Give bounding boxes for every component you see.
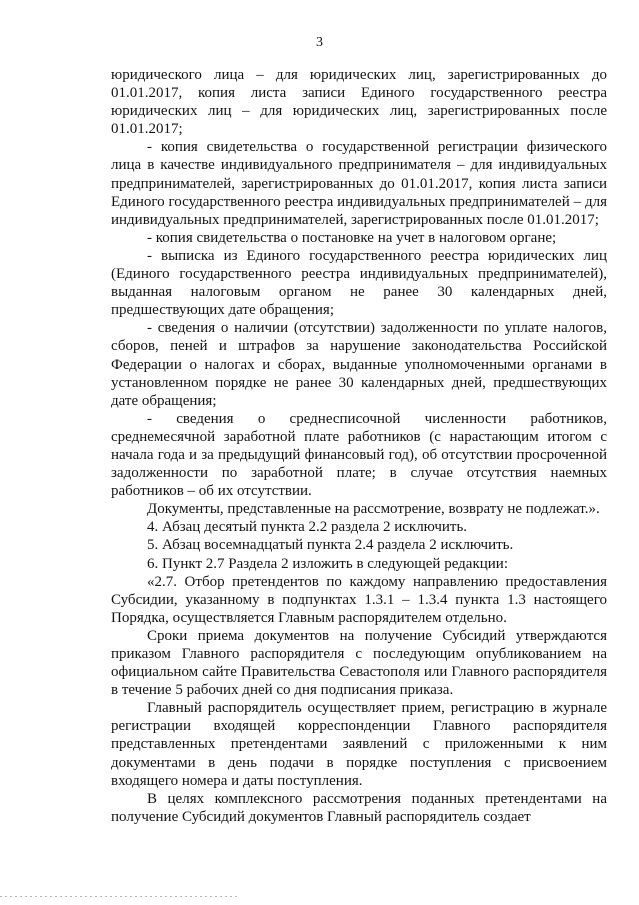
paragraph: Документы, представленные на рассмотрение, возврату не подлежат.». (147, 501, 600, 518)
paragraph: В целях комплексного рассмотрения поданных претендентами на получение Субсидий документов Главный распорядитель создает (111, 790, 607, 825)
paragraph: - сведения о среднесписочной численности работников, среднемесячной заработной плате работников (с нарастающим итогом с начала года и за предыдущий финансовый год), об отсутствии просроченной задолженности по заработной плате; в случае отсутствия наемных работников – об их отсутствии. (111, 410, 607, 500)
document-body (111, 66, 607, 826)
paragraph: Сроки приема документов на получение Субсидий утверждаются приказом Главного распорядителя с последующим опубликованием на официальном сайте Правительства Севастополя или Главного распорядителя в течение 5 рабочих дней со дня подписания приказа. (111, 627, 607, 699)
paragraph: Главный распорядитель осуществляет прием, регистрацию в журнале регистрации входящей корреспонденции Главного распорядителя представленных претендентами заявлений с приложенными к ним документами в день подачи в порядке поступления с присвоением входящего номера и даты поступления. (111, 700, 607, 789)
page-number: 3 (316, 35, 323, 50)
paragraph: - копия свидетельства о постановке на учет в налоговом органе; (147, 229, 557, 246)
paragraph: - копия свидетельства о государственной регистрации физического лица в качестве индивидуального предпринимателя – для индивидуальных предпринимателей, зарегистрированных до 01.01.2017, копия листа записи Единого государственного реестра индивидуальных предпринимателей – для индивидуальных предпринимателей, зарегистрированных после 01.01.2017; (111, 139, 607, 228)
paragraph: - выписка из Единого государственного реестра юридических лиц (Единого государственного реестра индивидуальных предпринимателей), выданная налоговым органом не ранее 30 календарных дней, предшествующих дате обращения; (111, 247, 607, 319)
paragraph: «2.7. Отбор претендентов по каждому направлению предоставления Субсидии, указанному в подпунктах 1.3.1 – 1.3.4 пункта 1.3 настоящего Порядка, осуществляется Главным распорядителем отдельно. (111, 573, 607, 626)
paragraph: 6. Пункт 2.7 Раздела 2 изложить в следующей редакции: (147, 555, 508, 572)
paragraph: 4. Абзац десятый пункта 2.2 раздела 2 исключить. (147, 519, 468, 536)
paragraph: юридического лица – для юридических лиц, зарегистрированных до 01.01.2017, копия листа записи Единого государственного реестра юридических лиц – для юридических лиц, зарегистрированных после 01.01.2017; (111, 67, 607, 138)
paragraph: - сведения о наличии (отсутствии) задолженности по уплате налогов, сборов, пеней и штрафов за нарушение законодательства Российской Федерации о налогах и сборах, выданные уполномоченными органами в установленном порядке не ранее 30 календарных дней, предшествующих дате обращения; (111, 320, 607, 409)
scan-edge-mark (0, 896, 240, 897)
paragraph: 5. Абзац восемнадцатый пункта 2.4 раздела 2 исключить. (147, 537, 514, 554)
